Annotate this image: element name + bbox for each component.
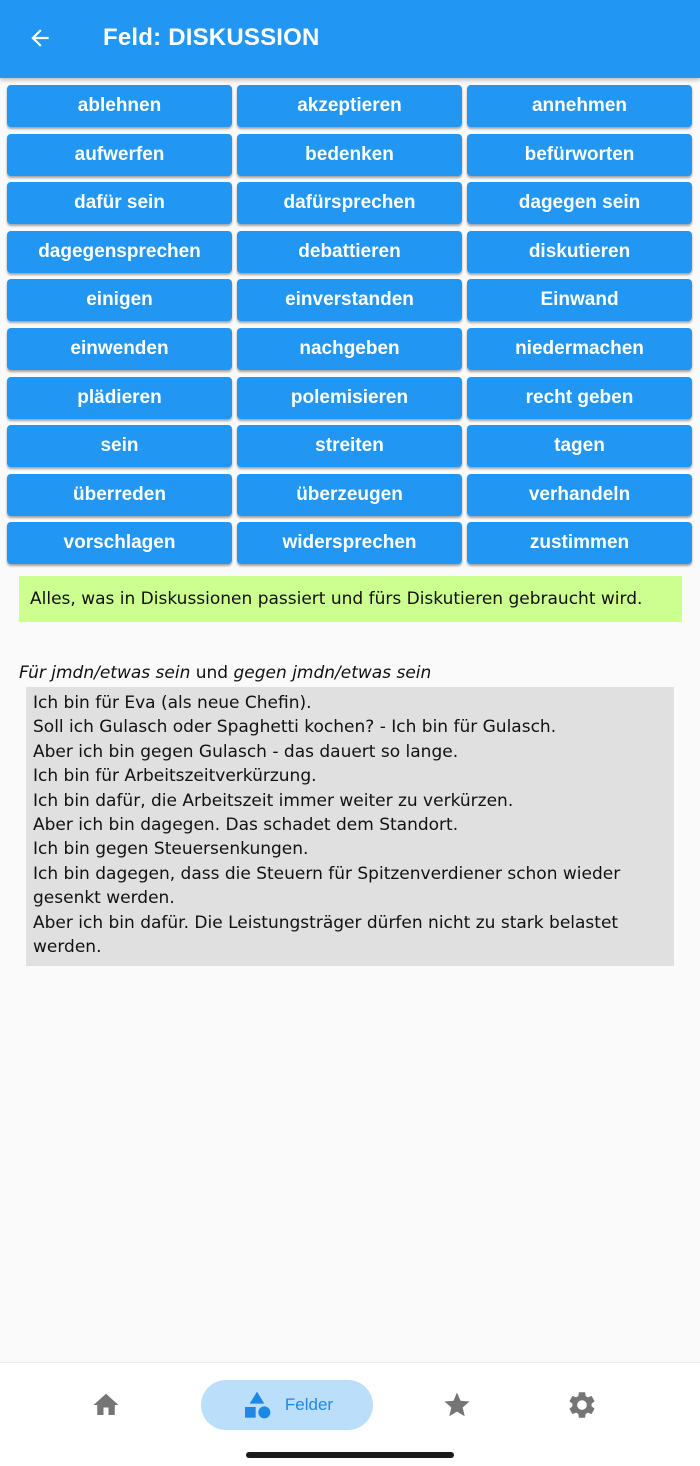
example-line: Aber ich bin dagegen. Das schadet dem Standort. [33, 815, 459, 836]
word-button[interactable]: nachgeben [237, 328, 462, 370]
word-button[interactable]: Einwand [467, 279, 692, 321]
word-button[interactable]: verhandeln [467, 474, 692, 516]
word-grid [7, 85, 693, 564]
word-button[interactable]: sein [7, 425, 232, 467]
word-button[interactable]: ablehnen [7, 85, 232, 127]
word-button[interactable]: annehmen [467, 85, 692, 127]
word-button[interactable]: dagegen sein [467, 182, 692, 224]
heading-connector: und [190, 663, 234, 683]
word-button[interactable]: akzeptieren [237, 85, 462, 127]
example-line: Ich bin gegen Steuersenkungen. [33, 839, 309, 860]
gear-icon [566, 1389, 598, 1421]
heading-phrase-against: gegen jmdn/etwas sein [233, 663, 432, 683]
example-line: Ich bin dagegen, dass die Steuern für Spitzenverdiener schon wieder gesenkt werden. [33, 863, 621, 909]
example-line: Aber ich bin gegen Gulasch - das dauert so lange. [33, 741, 459, 762]
word-button[interactable]: dagegensprechen [7, 231, 232, 273]
word-button[interactable]: überreden [7, 474, 232, 516]
example-line: Soll ich Gulasch oder Spaghetti kochen? - Ich bin für Gulasch. [33, 717, 557, 738]
word-button[interactable]: polemisieren [237, 377, 462, 419]
word-button[interactable]: dafürsprechen [237, 182, 462, 224]
star-icon [442, 1390, 472, 1420]
word-button[interactable]: widersprechen [237, 522, 462, 564]
word-button[interactable]: tagen [467, 425, 692, 467]
word-button[interactable]: aufwerfen [7, 134, 232, 176]
example-line: Ich bin für Eva (als neue Chefin). [33, 693, 312, 713]
page-title: Feld: DISKUSSION [103, 24, 320, 51]
gesture-home-bar[interactable] [246, 1452, 454, 1458]
nav-fields-label: Felder [284, 1395, 334, 1414]
word-button[interactable]: zustimmen [467, 522, 692, 564]
home-icon [91, 1390, 121, 1420]
word-button[interactable]: vorschlagen [7, 522, 232, 564]
nav-home[interactable] [80, 1380, 132, 1430]
back-button[interactable] [22, 20, 58, 56]
word-button[interactable]: überzeugen [237, 474, 462, 516]
word-button[interactable]: einigen [7, 279, 232, 321]
example-line: Aber ich bin dafür. Die Leistungsträger dürfen nicht zu stark belastet werden. [33, 912, 619, 958]
word-button[interactable]: bedenken [237, 134, 462, 176]
word-button[interactable]: recht geben [467, 377, 692, 419]
app-bar [0, 0, 700, 78]
word-button[interactable]: plädieren [7, 377, 232, 419]
word-button[interactable]: diskutieren [467, 231, 692, 273]
section-heading [19, 663, 431, 683]
field-description: Alles, was in Diskussionen passiert und fürs Diskutieren gebraucht wird. [19, 576, 682, 622]
bottom-navigation [0, 1362, 700, 1466]
example-sentences [26, 687, 674, 966]
arrow-left-icon [27, 25, 53, 51]
nav-favorites[interactable] [431, 1380, 483, 1430]
example-line: Ich bin dafür, die Arbeitszeit immer weiter zu verkürzen. [33, 790, 514, 811]
word-button[interactable]: niedermachen [467, 328, 692, 370]
example-line: Ich bin für Arbeitszeitverkürzung. [33, 766, 317, 787]
word-button[interactable]: dafür sein [7, 182, 232, 224]
word-button[interactable]: einwenden [7, 328, 232, 370]
word-button[interactable]: einverstanden [237, 279, 462, 321]
shapes-icon [241, 1389, 273, 1421]
word-button[interactable]: befürworten [467, 134, 692, 176]
nav-fields[interactable] [201, 1380, 373, 1430]
word-button[interactable]: streiten [237, 425, 462, 467]
nav-settings[interactable] [556, 1380, 608, 1430]
heading-phrase-for: Für jmdn/etwas sein [19, 663, 191, 683]
word-button[interactable]: debattieren [237, 231, 462, 273]
